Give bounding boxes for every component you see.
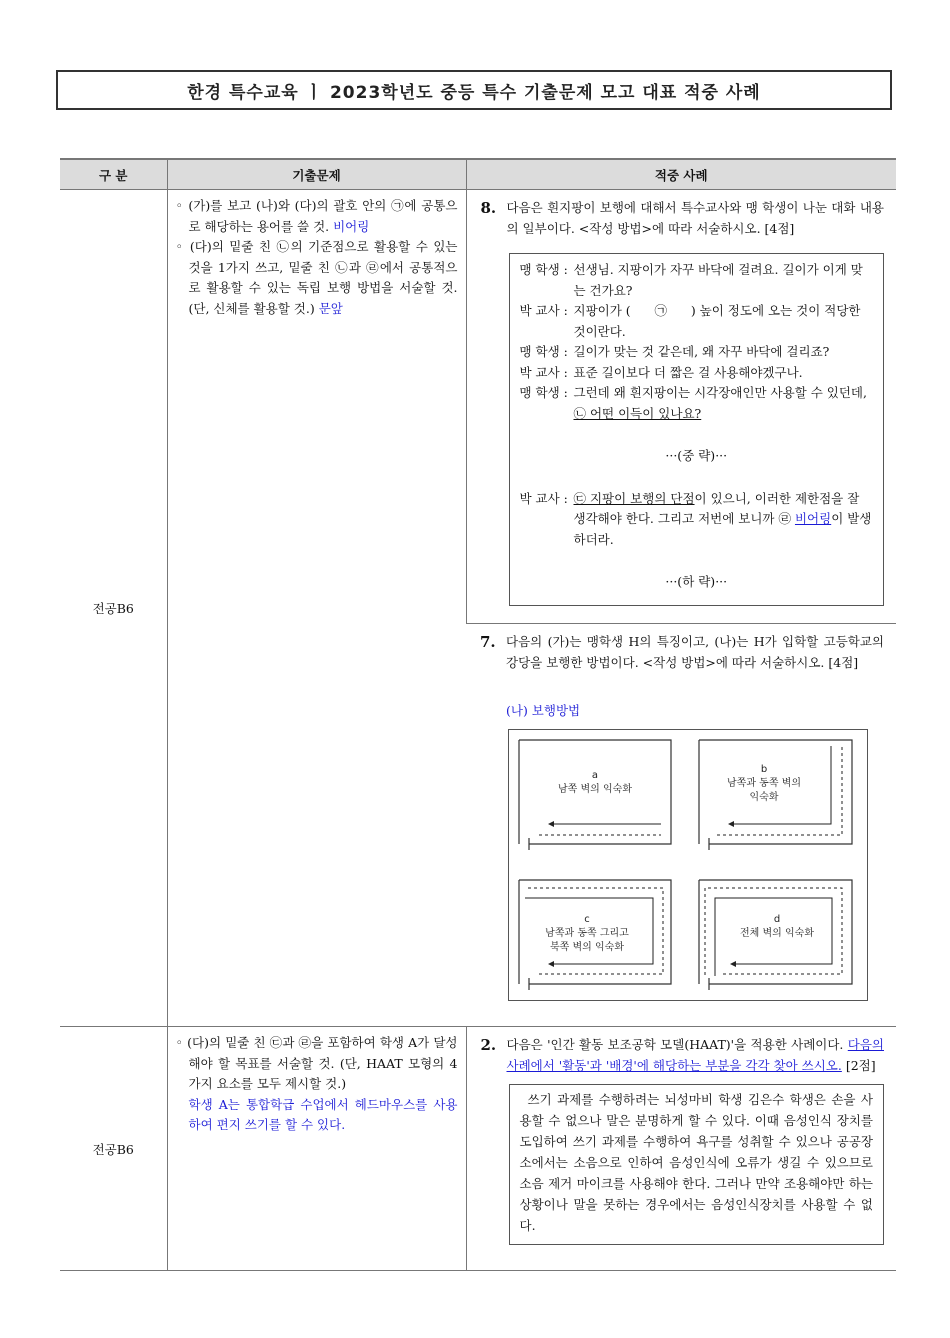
question-number: 8.: [480, 199, 497, 217]
dialog-line: 박 교사 : 표준 길이보다 더 짧은 걸 사용해야겠구나.: [519, 364, 803, 380]
dialog-line: 맹 학생 : 선생님. 지팡이가 자꾸 바닥에 걸려요. 길이가 이게 맞는 건가요?: [519, 262, 863, 298]
case-passage-box: 쓰기 과제를 수행하려는 뇌성마비 학생 김은수 학생은 손을 사용할 수 없으나 말은 분명하게 할 수 있다. 이때 음성인식 장치를 도입하여 쓰기 과제를 수행하여 욕구를 성취할 수 있으나 공공장소에서는 소음으로 인하여 음성인식에 오류가 생길 수 있으므로 소음 제거 마이크를 사용해야 한다. 그러나 만약 조용해야만 하는 상황이나 말을 못하는 경우에서는 음성인식장치를 사용할 수 없다.: [509, 1084, 885, 1245]
exam-item: ◦ (다)의 밑줄 친 ㉡의 기준점으로 활용할 수 있는 것을 1가지 쓰고, 밑줄 친 ㉡과 ㉣에서 공통적으로 활용할 수 있는 독립 보행 방법을 서술할 것. (단, 신체를 활용할 것.) 문앞: [175, 239, 458, 316]
table-row: [60, 190, 896, 624]
underlined-phrase: ㉢ 지팡이 보행의 단점: [573, 490, 695, 506]
case-cell-q8: [466, 190, 896, 624]
dialog-line: 맹 학생 : 길이가 맞는 것 같은데, 왜 자꾸 바닥에 걸리죠?: [519, 344, 830, 359]
sub-label: (나) 보행방법: [506, 703, 581, 718]
diagram-d: [699, 880, 852, 990]
question-number: 7.: [480, 633, 496, 651]
hit-keyword: 비어링: [333, 218, 370, 234]
question-8: [481, 198, 885, 239]
page-title: 한경 특수교육 ㅣ 2023학년도 중등 특수 기출문제 모고 대표 적중 사례: [56, 70, 892, 110]
exam-item: ◦ (가)를 보고 (나)와 (다)의 괄호 안의 ㉠에 공통으로 해당하는 용어를 쓸 것. 비어링: [175, 198, 458, 234]
exam-items: [168, 190, 466, 319]
diagram-letter: d: [773, 914, 781, 925]
exam-items: [168, 1027, 466, 1136]
exam-item: ◦ (다)의 밑줄 친 ㉢과 ㉣을 포함하여 학생 A가 달성해야 할 목표를 서술할 것. (단, HAAT 모형의 4가지 요소를 모두 제시할 것.) 학생 A는 통합학급 수업에서 헤드마우스를 사용하여 편지 쓰기를 할 수 있다.: [175, 1035, 458, 1132]
diagram-svg: [509, 730, 867, 1000]
dialog-line: 박 교사 : 지팡이가 ( ㉠ ) 높이 정도에 오는 것이 적당한 것이란다.: [519, 303, 865, 339]
diagram-a: [519, 740, 671, 850]
hit-keyword: 비어링: [794, 511, 832, 526]
hit-keyword: 다음의 사례에서 '활동'과 '배경'에 해당하는 부분을 각각 찾아 쓰시오.: [506, 1037, 884, 1073]
exam-cell: [167, 1027, 466, 1271]
diagram-letter: b: [760, 764, 768, 775]
dialog-box: [509, 253, 885, 606]
diagram-letter: c: [584, 914, 590, 925]
diagram-caption: 남쪽 벽의 익숙화: [558, 784, 632, 795]
case-cell-q7: [466, 624, 896, 1027]
header-exam: 기출문제: [167, 159, 466, 190]
diagram-b: [699, 740, 852, 850]
table-header-row: [60, 159, 896, 190]
diagram-caption: 남쪽과 동쪽 그리고: [545, 928, 629, 939]
header-category: 구 분: [60, 159, 167, 190]
walking-method-diagram: [508, 729, 868, 1001]
diagram-c: [519, 880, 671, 990]
question-text: 다음은 '인간 활동 보조공학 모델(HAAT)'을 적용한 사례이다. 다음의 사례에서 '활동'과 '배경'에 해당하는 부분을 각각 찾아 쓰시오. [2점]: [506, 1037, 884, 1073]
hit-keyword: 문앞: [318, 300, 343, 316]
dialog-line: 박 교사 : ㉢ 지팡이 보행의 단점이 있으니, 이러한 제한점을 잘 생각해야 한다. 그리고 저번에 보니까 ㉣ 비어링이 발생하더라.: [519, 490, 872, 547]
dialog-line: 맹 학생 : 그런데 왜 흰지팡이는 시각장애인만 사용할 수 있던데, ㉡ 어떤 이득이 있나요?: [519, 385, 867, 421]
ellipsis-end: ···(하 략)···: [665, 574, 728, 589]
diagram-letter: a: [591, 770, 599, 781]
comparison-table: [60, 158, 896, 1271]
row-category: 전공B6: [60, 1027, 167, 1271]
question-text: 다음은 흰지팡이 보행에 대해서 특수교사와 맹 학생이 나눈 대화 내용의 일부이다. <작성 방법>에 따라 서술하시오. [4점]: [506, 200, 884, 236]
ellipsis-mid: ···(중 략)···: [665, 448, 728, 463]
diagram-caption: 북쪽 벽의 익숙화: [550, 942, 624, 953]
question-7: [480, 632, 884, 673]
case-cell-q2: [466, 1027, 896, 1271]
question-2: [481, 1035, 885, 1076]
table-row: [60, 1027, 896, 1271]
question-text: 다음의 (가)는 맹학생 H의 특징이고, (나)는 H가 입학할 고등학교의 강당을 보행한 방법이다. <작성 방법>에 따라 서술하시오. [4점]: [506, 634, 884, 670]
diagram-caption: 익숙화: [749, 792, 779, 803]
diagram-caption: 전체 벽의 익숙화: [740, 928, 814, 939]
diagram-caption: 남쪽과 동쪽 벽의: [727, 778, 801, 789]
row-category: 전공B6: [60, 190, 167, 1027]
question-number: 2.: [480, 1036, 497, 1054]
header-case: 적중 사례: [466, 159, 896, 190]
hit-keyword: 학생 A는 통합학급 수업에서 헤드마우스를 사용하여 편지 쓰기를 할 수 있다.: [188, 1096, 458, 1132]
underlined-phrase: ㉡ 어떤 이득이 있나요?: [573, 405, 702, 421]
exam-cell: [167, 190, 466, 1027]
